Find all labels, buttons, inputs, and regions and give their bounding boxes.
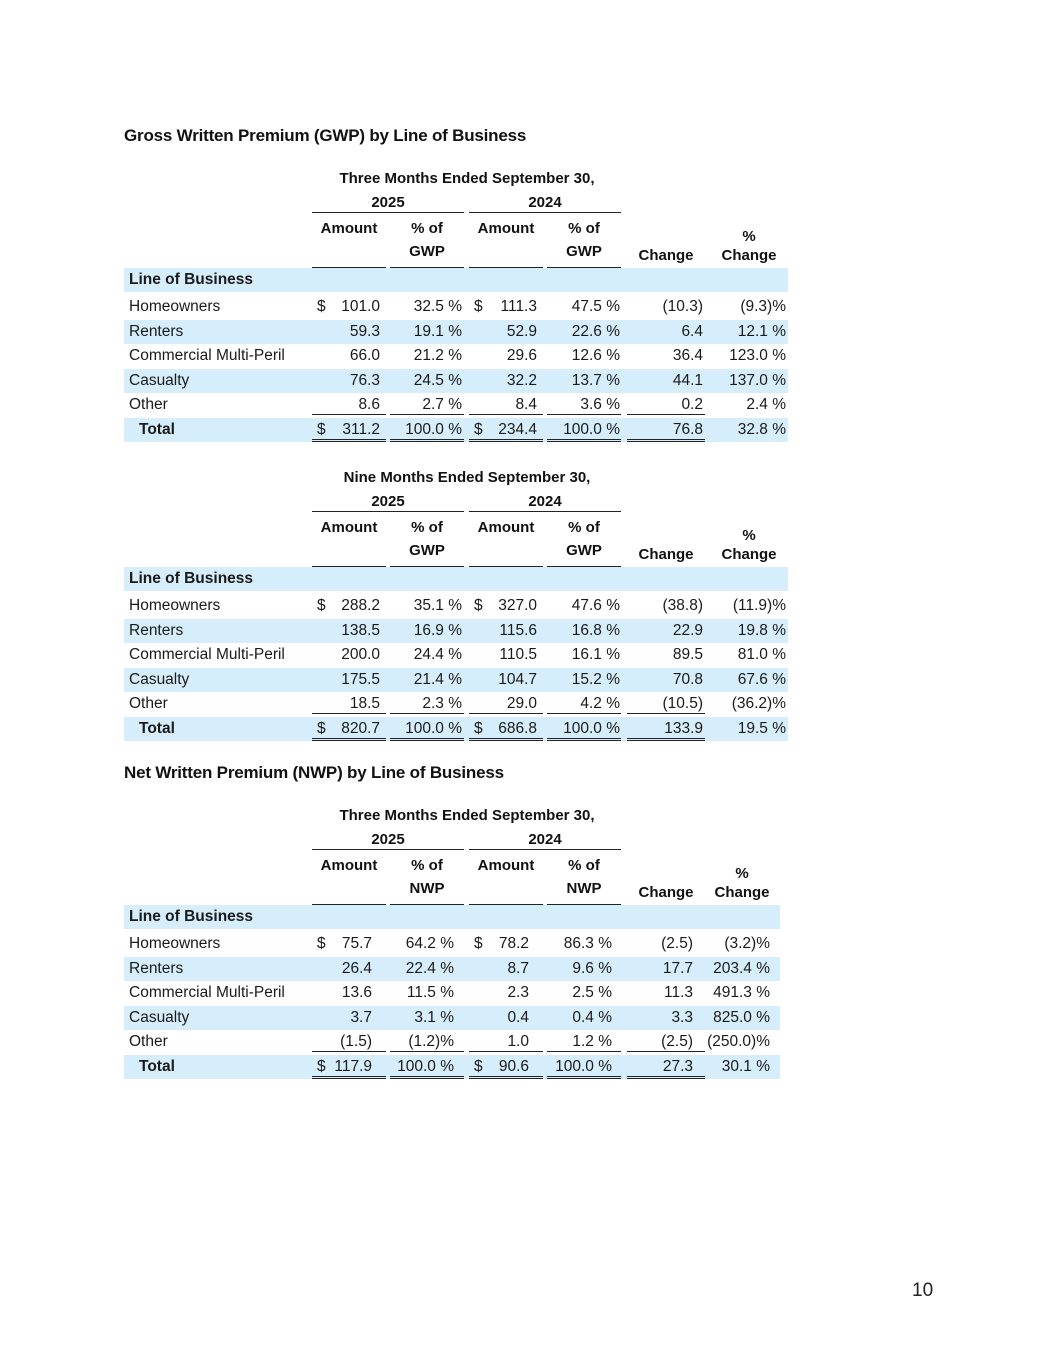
pct-2024: 3.6 % [580, 396, 620, 414]
pct-2025: 100.0 % [397, 1058, 454, 1075]
amount-2025: 288.2 [341, 597, 380, 614]
single-underline [469, 414, 543, 415]
currency-symbol: $ [474, 597, 483, 614]
double-underline [627, 738, 705, 739]
amount-2025: 101.0 [341, 298, 380, 315]
single-underline [312, 1051, 386, 1052]
pct-change-value: 19.5 % [737, 720, 786, 737]
column-header: % of [568, 220, 600, 237]
column-header: % of [411, 519, 443, 536]
change-value: 0.2 [681, 396, 703, 414]
pct-change-value: 32.8 % [737, 421, 786, 438]
pct-change-value: 67.6 % [737, 670, 786, 688]
column-header: Change [721, 247, 777, 264]
table-row [124, 643, 788, 667]
double-underline [390, 1078, 464, 1079]
row-label: Casualty [129, 670, 190, 688]
row-label: Other [129, 396, 168, 414]
pct-2024: 100.0 % [563, 720, 620, 737]
pct-2025: 21.2 % [413, 347, 462, 365]
amount-2025: 138.5 [341, 621, 380, 639]
amount-2025: 8.6 [358, 396, 380, 414]
currency-symbol: $ [474, 1058, 483, 1075]
column-header: Change [714, 884, 770, 901]
change-value: 133.9 [664, 720, 703, 737]
amount-2024: 110.5 [499, 646, 537, 664]
pct-2024: 13.7 % [571, 371, 620, 389]
column-header: Change [721, 546, 777, 563]
double-underline [627, 439, 705, 440]
year-header: 2025 [371, 493, 405, 510]
change-value: 3.3 [671, 1008, 693, 1026]
single-underline [390, 414, 464, 415]
pct-2024: 22.6 % [571, 322, 620, 340]
amount-2024: 2.3 [507, 984, 529, 1002]
period-header: Three Months Ended September 30, [339, 170, 595, 187]
double-underline [547, 1078, 621, 1079]
change-value: (10.5) [662, 695, 703, 713]
pct-change-value: 123.0 % [729, 347, 786, 365]
single-underline [547, 713, 621, 714]
line-of-business-band [124, 567, 788, 591]
table-row [124, 981, 780, 1005]
change-value: 36.4 [672, 347, 703, 365]
change-value: 11.3 [663, 984, 693, 1002]
pct-2024: 16.1 % [571, 646, 620, 664]
column-header: Amount [320, 519, 378, 536]
amount-2025: 117.9 [334, 1058, 372, 1075]
amount-2024: 29.6 [506, 347, 537, 365]
column-header: Amount [477, 220, 535, 237]
pct-2024: 12.6 % [571, 347, 620, 365]
pct-change-value: 12.1 % [737, 322, 786, 340]
table-row [124, 668, 788, 692]
double-underline [627, 740, 705, 741]
double-underline [390, 738, 464, 739]
pct-change-value: 825.0 % [713, 1008, 770, 1026]
pct-2025: 19.1 % [413, 322, 462, 340]
table-row [124, 932, 780, 956]
pct-2025: (1.2)% [408, 1033, 454, 1051]
amount-2025: 13.6 [341, 984, 372, 1002]
pct-change-value: 203.4 % [713, 959, 770, 977]
line-of-business-label: Line of Business [129, 570, 254, 587]
column-header: GWP [566, 243, 602, 260]
currency-symbol: $ [474, 935, 483, 952]
pct-change-value: 81.0 % [737, 646, 786, 664]
currency-symbol: $ [317, 597, 326, 614]
pct-2024: 16.8 % [571, 621, 620, 639]
pct-2025: 35.1 % [413, 597, 462, 614]
table-row [124, 692, 788, 716]
double-underline [547, 738, 621, 739]
double-underline [312, 738, 386, 739]
pct-change-value: (36.2)% [731, 695, 786, 713]
change-value: 44.1 [672, 371, 703, 389]
pct-change-value: 19.8 % [737, 621, 786, 639]
row-label: Homeowners [129, 597, 221, 614]
amount-2024: 0.4 [507, 1008, 529, 1026]
amount-2024: 8.4 [515, 396, 537, 414]
pct-2025: 16.9 % [413, 621, 462, 639]
double-underline [312, 441, 386, 442]
pct-2025: 100.0 % [405, 720, 462, 737]
pct-2024: 100.0 % [563, 421, 620, 438]
row-label: Casualty [129, 371, 190, 389]
table-row [124, 1006, 780, 1030]
amount-2024: 104.7 [498, 670, 537, 688]
line-of-business-label: Line of Business [129, 908, 254, 925]
row-label: Commercial Multi-Peril [129, 646, 285, 664]
double-underline [547, 439, 621, 440]
gwp-section-title: Gross Written Premium (GWP) by Line of Business [124, 126, 527, 145]
change-value: (2.5) [661, 1033, 693, 1051]
single-underline [390, 713, 464, 714]
pct-2025: 100.0 % [405, 421, 462, 438]
column-header: GWP [409, 542, 445, 559]
amount-2025: 66.0 [349, 347, 380, 365]
double-underline [547, 1076, 621, 1077]
column-header: Amount [320, 857, 378, 874]
amount-2025: 18.5 [349, 695, 380, 713]
amount-2025: 200.0 [341, 646, 380, 664]
row-label: Homeowners [129, 935, 221, 952]
pct-2024: 0.4 % [572, 1008, 612, 1026]
double-underline [390, 1076, 464, 1077]
amount-2025: 820.7 [341, 720, 380, 737]
change-value: 22.9 [672, 621, 703, 639]
amount-2024: 1.0 [507, 1033, 529, 1051]
row-label: Other [129, 695, 168, 713]
currency-symbol: $ [474, 298, 483, 315]
double-underline [547, 740, 621, 741]
year-underline [469, 849, 621, 850]
change-value: 76.8 [672, 421, 703, 438]
table-row [124, 369, 788, 393]
pct-2025: 2.3 % [422, 695, 462, 713]
table-row [124, 295, 788, 319]
row-label: Total [139, 1058, 175, 1075]
table-row [124, 619, 788, 643]
amount-2024: 686.8 [498, 720, 537, 737]
page-number: 10 [912, 1280, 934, 1301]
double-underline [390, 740, 464, 741]
column-header: % of [411, 857, 443, 874]
amount-2025: 26.4 [341, 959, 372, 977]
year-underline [312, 849, 464, 850]
pct-2024: 100.0 % [555, 1058, 612, 1075]
change-value: 70.8 [672, 670, 703, 688]
pct-2025: 21.4 % [413, 670, 462, 688]
row-label: Total [139, 720, 175, 737]
pct-2024: 47.5 % [571, 298, 620, 315]
column-header: NWP [409, 880, 445, 897]
column-header: % of [411, 220, 443, 237]
column-header: % of [568, 519, 600, 536]
single-underline [547, 414, 621, 415]
amount-2024: 234.4 [498, 421, 537, 438]
column-header: Change [638, 884, 694, 901]
pct-change-value: 30.1 % [721, 1058, 770, 1075]
pct-change-value: 2.4 % [746, 396, 786, 414]
row-label: Renters [129, 959, 184, 977]
amount-2025: 75.7 [341, 935, 372, 952]
pct-2024: 1.2 % [572, 1033, 612, 1051]
pct-2025: 3.1 % [414, 1008, 454, 1026]
total-row [124, 717, 788, 741]
double-underline [312, 439, 386, 440]
amount-2025: 311.2 [342, 421, 380, 438]
amount-2024: 90.6 [498, 1058, 529, 1075]
pct-change-value: 491.3 % [713, 984, 770, 1002]
pct-2025: 64.2 % [405, 935, 454, 952]
column-header: Amount [477, 519, 535, 536]
double-underline [469, 439, 543, 440]
row-label: Total [139, 421, 175, 438]
single-underline [312, 414, 386, 415]
pct-2025: 24.4 % [413, 646, 462, 664]
double-underline [312, 1078, 386, 1079]
row-label: Renters [129, 322, 184, 340]
double-underline [390, 441, 464, 442]
currency-symbol: $ [317, 298, 326, 315]
currency-symbol: $ [317, 1058, 326, 1075]
column-header: Change [638, 546, 694, 563]
year-header: 2024 [528, 831, 562, 848]
line-of-business-label: Line of Business [129, 271, 254, 288]
currency-symbol: $ [474, 421, 483, 438]
total-row [124, 1055, 780, 1079]
row-label: Other [129, 1033, 168, 1051]
table-row [124, 344, 788, 368]
pct-2025: 24.5 % [413, 371, 462, 389]
amount-2024: 78.2 [498, 935, 529, 952]
pct-2024: 86.3 % [563, 935, 612, 952]
column-header: % of [568, 857, 600, 874]
amount-2025: 3.7 [350, 1008, 372, 1026]
nwp-section-title: Net Written Premium (NWP) by Line of Business [124, 763, 504, 782]
amount-2024: 52.9 [506, 322, 537, 340]
amount-2024: 111.3 [500, 298, 537, 315]
pct-2024: 2.5 % [572, 984, 612, 1002]
pct-2024: 9.6 % [572, 959, 612, 977]
double-underline [627, 1078, 705, 1079]
change-value: (38.8) [662, 597, 703, 614]
year-header: 2024 [528, 194, 562, 211]
table-row [124, 1030, 780, 1054]
amount-2025: (1.5) [340, 1033, 372, 1051]
pct-change-value: 137.0 % [729, 371, 786, 389]
pct-2025: 32.5 % [413, 298, 462, 315]
row-label: Commercial Multi-Peril [129, 347, 285, 365]
change-value: (2.5) [661, 935, 693, 952]
pct-2024: 47.6 % [571, 597, 620, 614]
line-of-business-band [124, 268, 788, 292]
single-underline [312, 713, 386, 714]
year-underline [312, 212, 464, 213]
double-underline [469, 1076, 543, 1077]
currency-symbol: $ [317, 421, 326, 438]
currency-symbol: $ [317, 720, 326, 737]
column-header: Amount [320, 220, 378, 237]
pct-change-value: (11.9)% [732, 597, 786, 614]
double-underline [312, 740, 386, 741]
column-header: % [735, 865, 749, 882]
row-label: Commercial Multi-Peril [129, 984, 285, 1002]
pct-change-value: (3.2)% [724, 935, 770, 952]
double-underline [627, 1076, 705, 1077]
amount-2025: 59.3 [349, 322, 380, 340]
year-header: 2024 [528, 493, 562, 510]
total-row [124, 418, 788, 442]
period-header: Three Months Ended September 30, [339, 807, 595, 824]
change-value: 17.7 [662, 959, 693, 977]
double-underline [390, 439, 464, 440]
table-row [124, 393, 788, 417]
period-header: Nine Months Ended September 30, [343, 469, 591, 486]
change-value: (10.3) [662, 298, 703, 315]
currency-symbol: $ [317, 935, 326, 952]
column-header: GWP [409, 243, 445, 260]
row-label: Renters [129, 621, 184, 639]
single-underline [390, 1051, 464, 1052]
amount-2024: 115.6 [499, 621, 537, 639]
column-header: % [742, 228, 756, 245]
row-label: Homeowners [129, 298, 221, 315]
year-underline [469, 212, 621, 213]
single-underline [469, 1051, 543, 1052]
single-underline [547, 1051, 621, 1052]
change-value: 6.4 [681, 322, 703, 340]
amount-2025: 76.3 [349, 371, 380, 389]
pct-2025: 11.5 % [406, 984, 454, 1002]
column-header: Amount [477, 857, 535, 874]
single-underline [627, 713, 705, 714]
table-row [124, 957, 780, 981]
line-of-business-band [124, 905, 780, 929]
single-underline [627, 1051, 705, 1052]
double-underline [469, 738, 543, 739]
column-header: GWP [566, 542, 602, 559]
change-value: 89.5 [672, 646, 703, 664]
pct-change-value: (250.0)% [707, 1033, 770, 1051]
amount-2024: 327.0 [498, 597, 537, 614]
pct-2025: 2.7 % [422, 396, 462, 414]
year-header: 2025 [371, 831, 405, 848]
pct-2024: 15.2 % [571, 670, 620, 688]
change-value: 27.3 [662, 1058, 693, 1075]
table-row [124, 320, 788, 344]
amount-2024: 8.7 [507, 959, 529, 977]
double-underline [469, 1078, 543, 1079]
single-underline [627, 414, 705, 415]
column-header: % [742, 527, 756, 544]
double-underline [627, 441, 705, 442]
column-header: Change [638, 247, 694, 264]
currency-symbol: $ [474, 720, 483, 737]
pct-2025: 22.4 % [405, 959, 454, 977]
amount-2024: 32.2 [506, 371, 537, 389]
pct-change-value: (9.3)% [740, 298, 786, 315]
double-underline [312, 1076, 386, 1077]
double-underline [547, 441, 621, 442]
year-underline [469, 511, 621, 512]
double-underline [469, 740, 543, 741]
table-row [124, 594, 788, 618]
year-header: 2025 [371, 194, 405, 211]
pct-2024: 4.2 % [580, 695, 620, 713]
single-underline [469, 713, 543, 714]
double-underline [469, 441, 543, 442]
amount-2025: 175.5 [341, 670, 380, 688]
column-header: NWP [566, 880, 602, 897]
year-underline [312, 511, 464, 512]
amount-2024: 29.0 [506, 695, 537, 713]
row-label: Casualty [129, 1008, 190, 1026]
